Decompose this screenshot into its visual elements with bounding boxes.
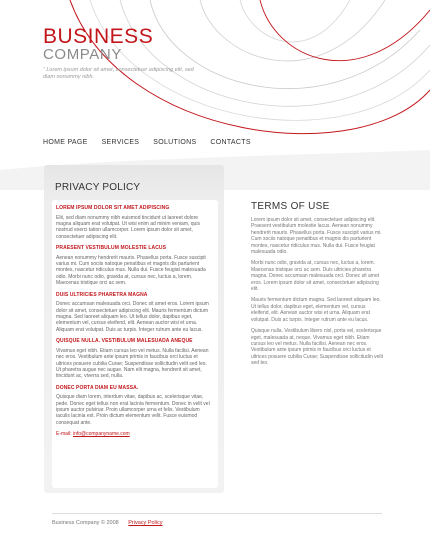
terms-paragraph: Lorem ipsum dolor sit amet, consectetuer adipiscing elit. Praesent vestibulum molestie lacus. Aenean nonummy hendrerit mauris. Phasellus porta. Fusce suscipit varius mi. Cum sociis natoque penatibus et magnis dis parturient montes, nascetur ridiculus mus. Nulla dui. Fusce feugiat malesuada odio. [251, 217, 382, 256]
footer [52, 520, 163, 527]
privacy-title: PRIVACY POLICY [55, 182, 141, 193]
email-label: E-mail: [56, 431, 72, 438]
nav-services[interactable]: SERVICES [101, 139, 140, 146]
privacy-paragraph: Aenean nonummy hendrerit mauris. Phasellus porta. Fusce suscipit varius mi. Cum sociis natoque penatibus et magnis dis parturient montes, nascetur ridiculus mus. Nulla dui. Fusce feugiat malesuada odio. Morbi nunc odio, gravida at, cursus nec, luctus a, lorem. Maecenas tristique orci ac sem. [56, 254, 206, 287]
terms-paragraph: Morbi nunc odio, gravida at, cursus nec, luctus a, lorem. Maecenas tristique orci ac sem. Duis ultricies pharetra magna. Donec accumsan malesuada orci. Donec sit amet eros. Lorem ipsum dolor sit amet, consectetuer adipiscing elit. [251, 260, 380, 293]
privacy-heading: LOREM IPSUM DOLOR SIT AMET ADIPISCING [56, 205, 170, 211]
privacy-heading: DONEC PORTA DIAM EU MASSA. [56, 384, 139, 391]
nav-contacts[interactable]: CONTACTS [210, 139, 251, 146]
privacy-paragraph: Vivamus eget nibh. Etiam cursus leo vel metus. Nulla facilisi. Aenean nec eros. Vestibulum ante ipsum primis in faucibus orci luctus et ultrices posuere cubilia Curae; Suspendisse sollicitudin velit sed leo. Ut pharetra augue nec augue. Nam elit magna, hendrerit sit amet, tincidunt ac, viverra sed, nulla. [56, 347, 209, 380]
privacy-paragraph: Quisque diam lorem, interdum vitae, dapibus ac, scelerisque vitae, pede. Donec eget tellus non erat lacinia fermentum. Donec in velit vel ipsum auctor pulvinar. Proin ullamcorper urna et felis. Vestibulum iaculis lacinia est. Proin dictum elementum velit. Fusce euismod consequat ante. [56, 394, 210, 426]
privacy-heading: PRAESENT VESTIBULUM MOLESTIE LACUS [56, 245, 167, 252]
header-quote [43, 67, 203, 81]
privacy-heading: DUIS ULTRICIES PHARETRA MAGNA [56, 291, 148, 298]
terms-content [251, 217, 383, 372]
quote-mark-icon: “ [43, 67, 45, 73]
terms-paragraph: Mauris fermentum dictum magna. Sed laoreet aliquam leo. Ut tellus dolor, dapibus eget, elementum vel, cursus eleifend, elit. Aenean auctor wisi et urna. Aliquam erat volutpat. Duis ac turpis. Integer rutrum ante eu lacus. [251, 297, 381, 323]
nav-solutions[interactable]: SOLUTIONS [153, 139, 197, 146]
privacy-heading: QUISQUE NULLA. VESTIBULUM MALESUADA ANEQUE [56, 338, 193, 345]
logo[interactable] [43, 26, 153, 63]
footer-copyright: Business Company © 2008 [52, 520, 119, 526]
terms-title: TERMS OF USE [251, 201, 330, 212]
privacy-content [52, 200, 218, 488]
logo-business: BUSINESS [43, 25, 154, 48]
nav-home-page[interactable]: HOME PAGE [43, 139, 88, 146]
email-link[interactable]: info@companyname.com [72, 431, 130, 438]
footer-divider [52, 513, 382, 514]
privacy-paragraph: Elit, sed diam nonummy nibh euismod tincidunt ut laoreet dolore magna aliquam erat volutpat. Ut wisi enim ad minim veniam, quis nostrud exerci tation ullamcorper. Lorem ipsum dolor sit amet, consectetuer adipiscing elit. [56, 214, 200, 240]
main-nav [43, 138, 265, 147]
terms-paragraph: Quisque nulla. Vestibulum libero nisl, porta vel, scelerisque eget, malesuada at, neque. Vivamus eget nibh. Etiam cursus leo vel metus. Nulla facilisi. Aenean nec eros. Vestibulum ante ipsum primis in faucibus orci luctus et ultrices posuere cubilia Curae; Suspendisse sollicitudin velit sed leo. [251, 328, 384, 367]
logo-company: COMPANY [43, 46, 122, 63]
quote-text: Lorem ipsum dolor sit amet, consectetuer adipiscing elit, sed diam nonummy nibh. [43, 67, 194, 80]
email-line [56, 431, 213, 437]
privacy-paragraph: Donec accumsan malesuada orci. Donec sit amet eros. Lorem ipsum dolor sit amet, consectetuer adipiscing elit. Mauris fermentum dictum magna. Sed laoreet aliquam leo. Ut tellus dolor, dapibus eget, elementum vel, cursus eleifend, elit. Aenean auctor wisi et urna. Aliquam erat volutpat. Duis ac turpis. Integer rutrum ante eu lacus. [56, 301, 209, 333]
footer-privacy-link[interactable]: Privacy Policy [128, 520, 163, 526]
